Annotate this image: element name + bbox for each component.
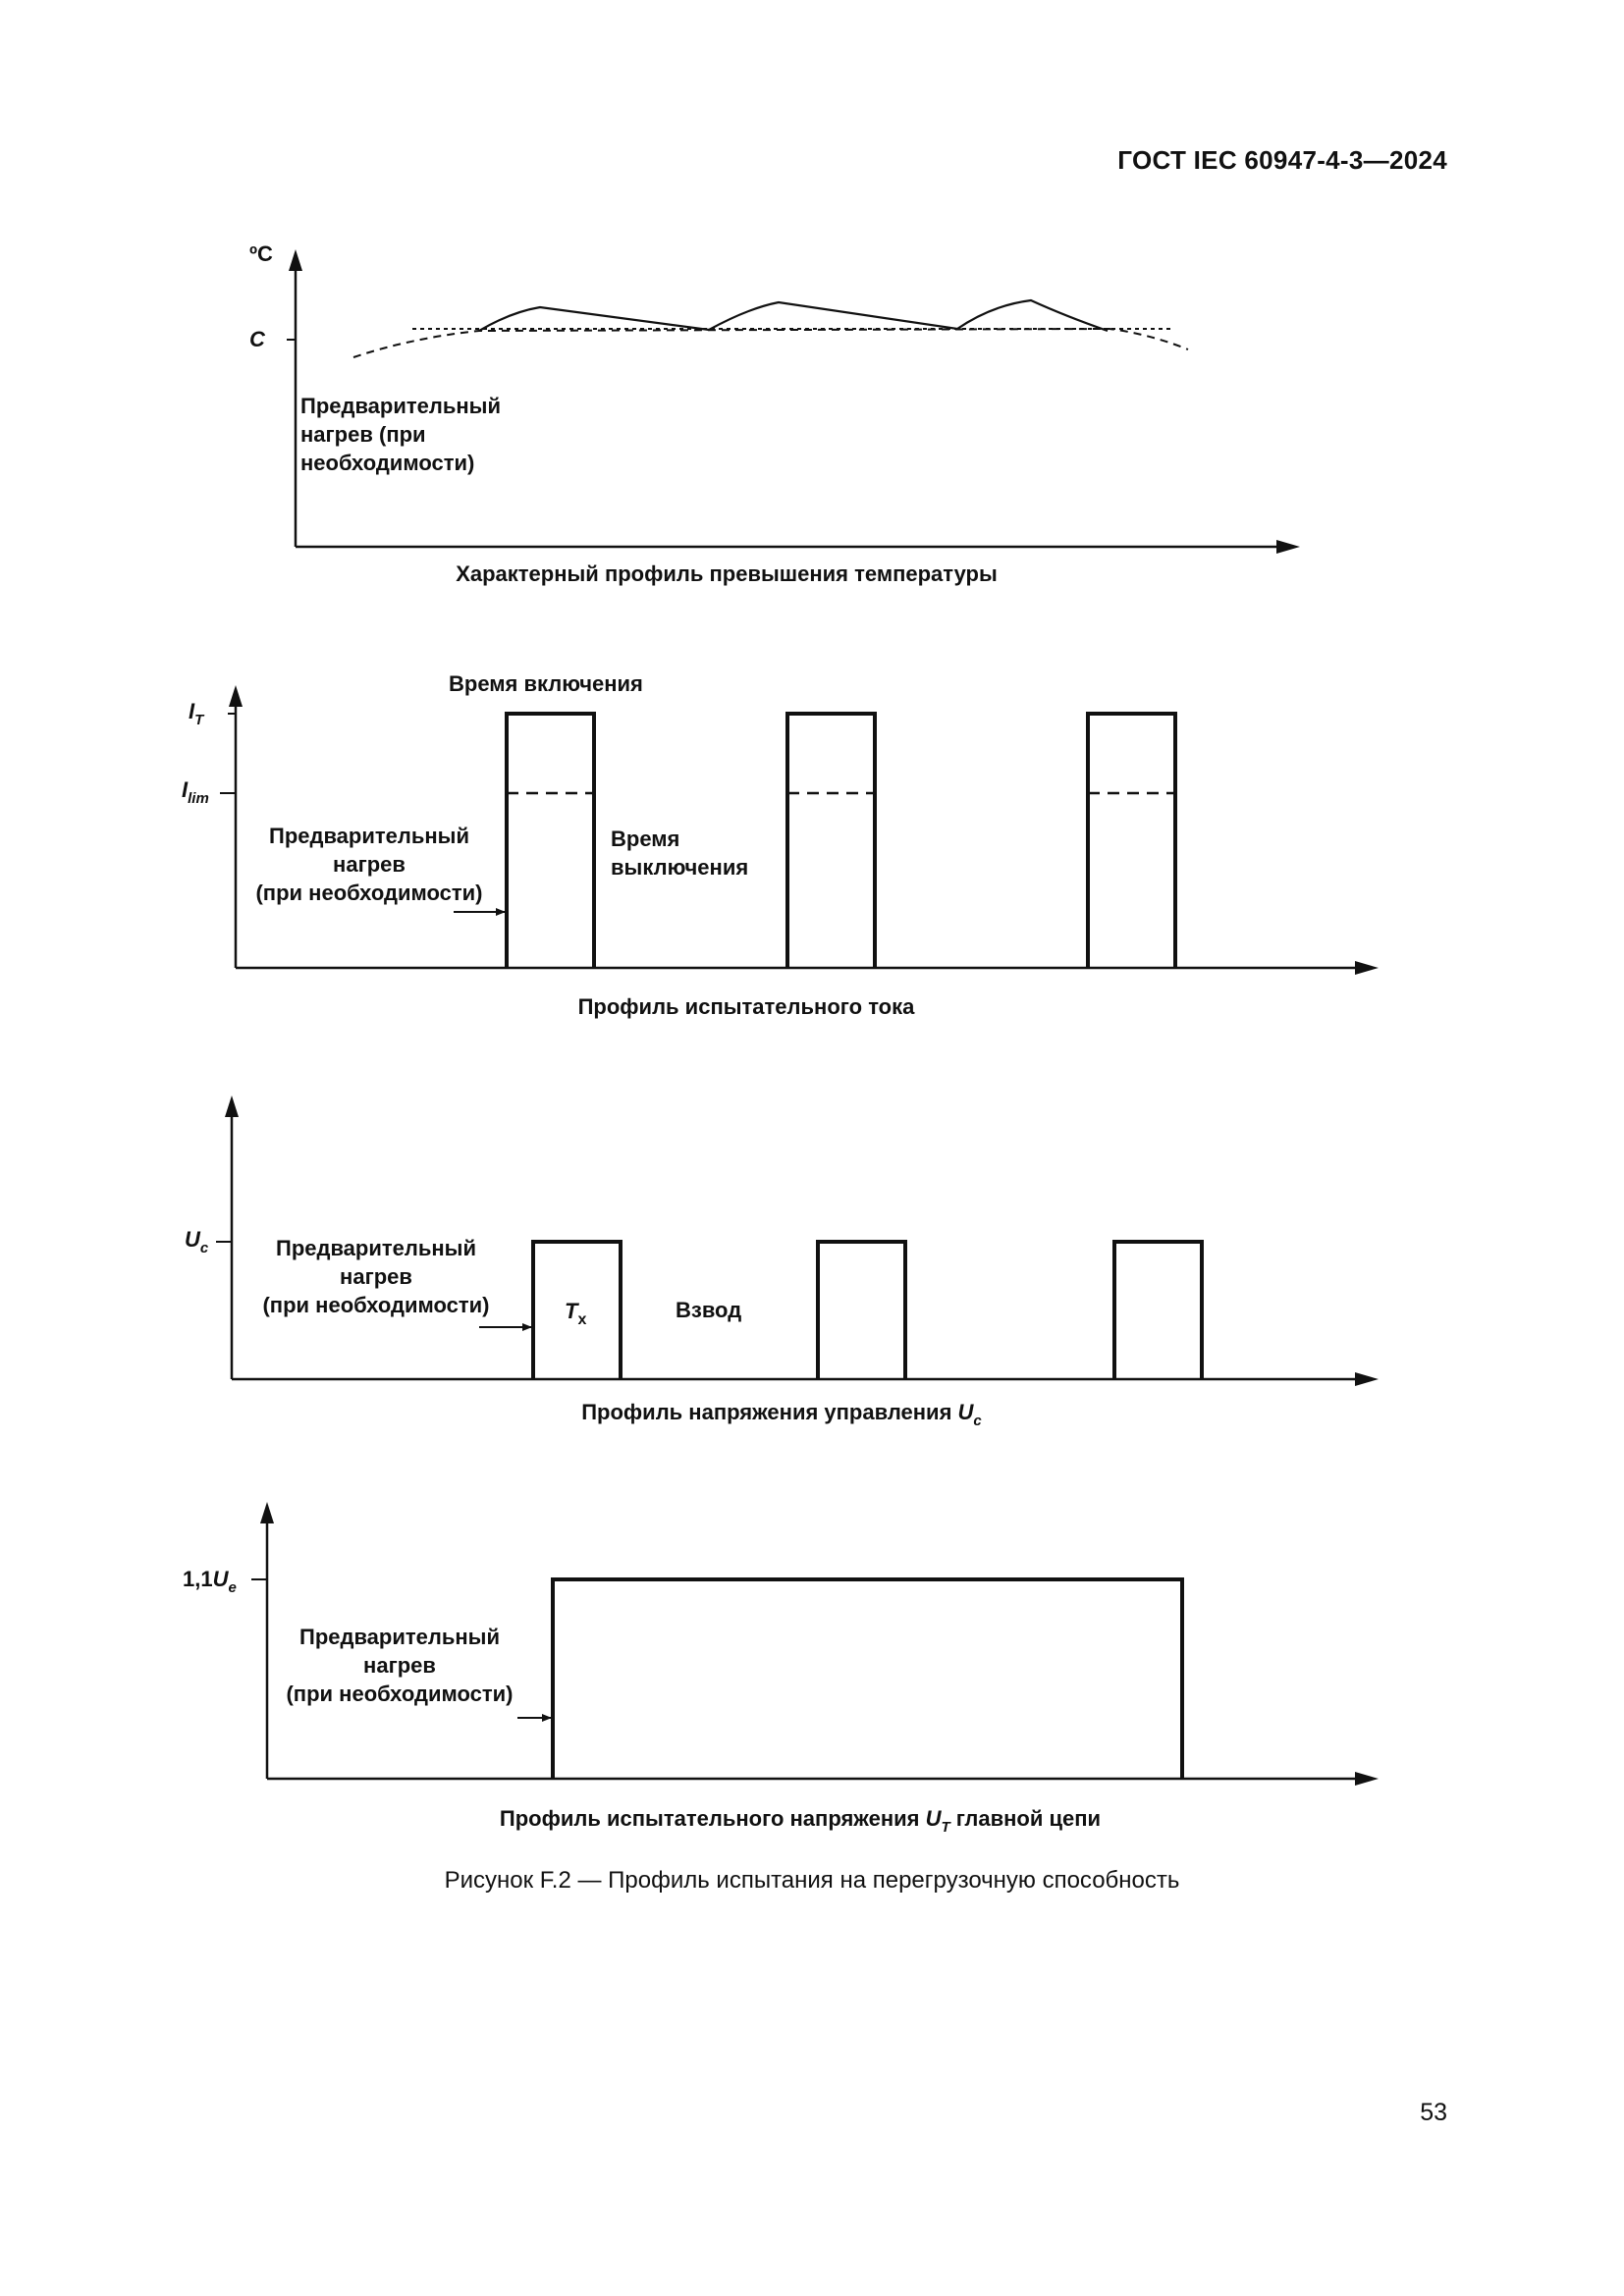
control-voltage-profile-panel: [185, 1095, 1379, 1429]
page-number: 53: [1420, 2099, 1447, 2126]
ut-axis-label: 1,1Ue: [183, 1567, 237, 1596]
uc-pulse: [818, 1242, 905, 1379]
temp-dashed-trend-curve: [353, 329, 1188, 357]
ut-preheat-line-2: нагрев: [363, 1653, 436, 1678]
uc-axis-label: Uc: [185, 1227, 209, 1256]
current-pulse: [507, 714, 594, 968]
current-on-time-label: Время включения: [449, 671, 643, 696]
uc-panel-title: Профиль напряжения управления Uc: [581, 1400, 982, 1429]
temp-rise-curve: [479, 300, 1108, 331]
current-pulse: [1088, 714, 1175, 968]
temp-panel-title: Характерный профиль превышения температуры: [456, 561, 998, 586]
current-ilim-label: Ilim: [182, 777, 209, 807]
ut-preheat-line-3: (при необходимости): [286, 1682, 514, 1706]
temp-preheat-line-2: нагрев (при: [300, 422, 426, 447]
temp-preheat-line-1: Предварительный: [300, 394, 501, 418]
temp-c-label: C: [249, 327, 265, 351]
uc-preheat-line-3: (при необходимости): [262, 1293, 490, 1317]
temp-unit-label: ºC: [249, 241, 273, 266]
current-profile-panel: [182, 671, 1379, 1019]
test-voltage-profile-panel: [183, 1502, 1379, 1836]
ut-preheat-line-1: Предварительный: [299, 1625, 500, 1649]
current-off-time-line-1: Время: [611, 827, 680, 851]
uc-tx-label: Tx: [565, 1299, 587, 1328]
figure-caption: Рисунок F.2 — Профиль испытания на перегрузочную способность: [444, 1867, 1180, 1894]
uc-cocking-label: Взвод: [676, 1298, 742, 1322]
current-preheat-line-2: нагрев: [333, 852, 406, 877]
uc-preheat-line-1: Предварительный: [276, 1236, 476, 1260]
uc-pulse: [1114, 1242, 1202, 1379]
document-header: ГОСТ IEC 60947-4-3—2024: [1117, 145, 1447, 175]
ut-pulse: [553, 1579, 1182, 1779]
current-panel-title: Профиль испытательного тока: [577, 994, 915, 1019]
current-pulse: [787, 714, 875, 968]
current-it-label: IT: [189, 699, 204, 728]
current-preheat-line-1: Предварительный: [269, 824, 469, 848]
current-off-time-line-2: выключения: [611, 855, 749, 880]
temperature-profile-panel: [249, 241, 1300, 586]
ut-panel-title: Профиль испытательного напряжения UT главной цепи: [499, 1806, 1102, 1836]
uc-preheat-line-2: нагрев: [340, 1264, 412, 1289]
temp-preheat-line-3: необходимости): [300, 451, 475, 475]
current-preheat-line-3: (при необходимости): [255, 881, 483, 905]
